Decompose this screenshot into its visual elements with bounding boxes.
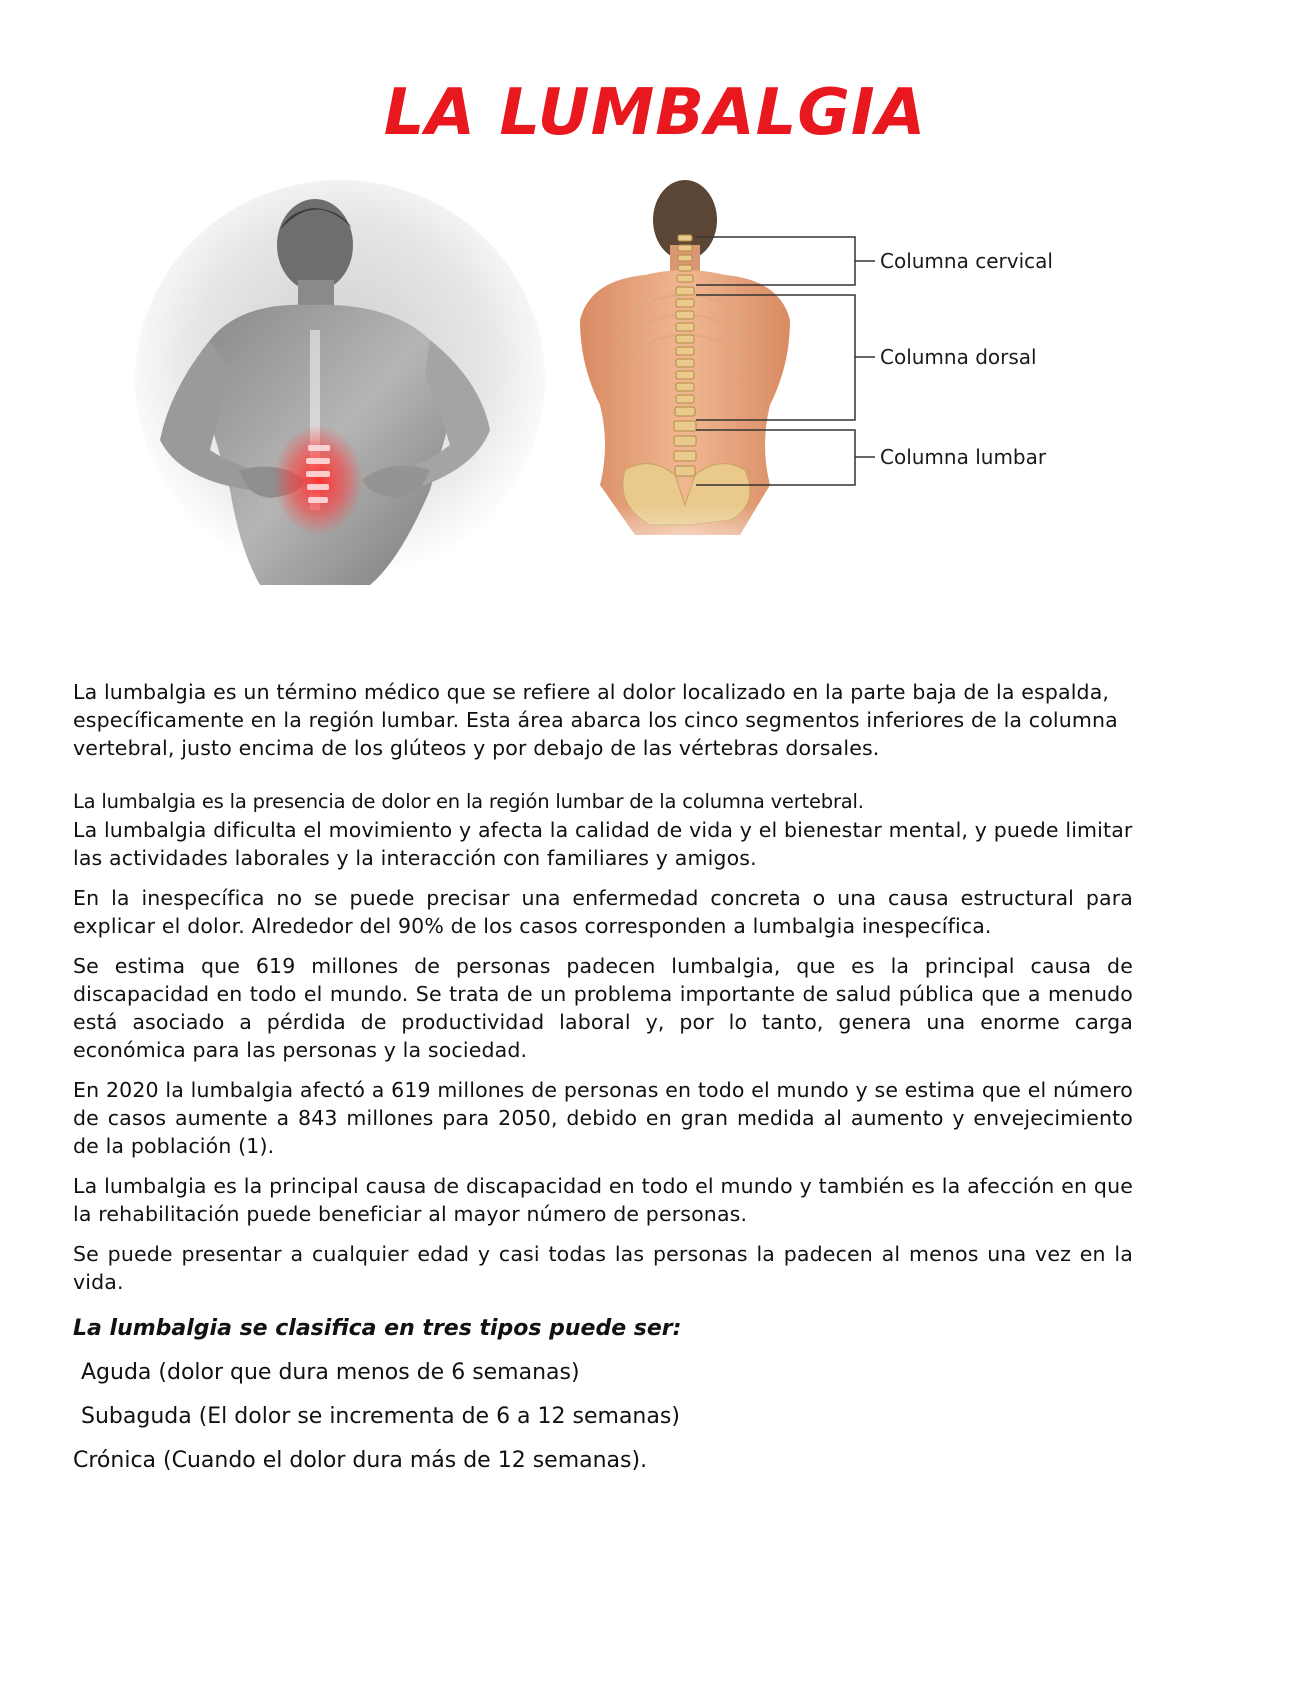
paragraph-nonspecific: En la inespecífica no se puede precisar una enfermedad concreta o una causa estructural para explicar el dolor. Alrededor del 90% de los casos corresponden a lumbalgia inespecífica.	[73, 886, 1133, 938]
type-subaguda: Subaguda (El dolor se incrementa de 6 a 12 semanas)	[81, 1404, 680, 1429]
spine-anatomy-figure	[570, 185, 1053, 585]
types-heading: La lumbalgia se clasifica en tres tipos puede ser:	[73, 1316, 682, 1341]
type-aguda: Aguda (dolor que dura menos de 6 semanas)	[81, 1360, 580, 1385]
paragraph-projection: En 2020 la lumbalgia afectó a 619 millones de personas en todo el mundo y se estima que el número de casos aumente a 843 millones para 2050, debido en gran medida al aumento y envejecimiento de la población (1).	[73, 1078, 1133, 1158]
paragraph-presence: La lumbalgia es la presencia de dolor en la región lumbar de la columna vertebral.	[73, 790, 864, 813]
label-columna-lumbar: Columna lumbar	[880, 445, 1047, 469]
paragraph-any-age: Se puede presentar a cualquier edad y casi todas las personas la padecen al menos una vez en la vida.	[73, 1242, 1133, 1294]
spine-anatomy-illustration	[570, 185, 1053, 585]
label-columna-cervical: Columna cervical	[880, 249, 1053, 273]
body-text	[73, 678, 1133, 1476]
paragraph-definition: La lumbalgia es un término médico que se refiere al dolor localizado en la parte baja de la espalda, específicamente en la región lumbar. Esta área abarca los cinco segmentos inferiores de la columna vertebral, justo encima de los glúteos y por debajo de las vértebras dorsales.	[73, 680, 1118, 760]
paragraph-global-burden: Se estima que 619 millones de personas padecen lumbalgia, que es la principal causa de discapacidad en todo el mundo. Se trata de un problema importante de salud pública que a menudo está asociado a pérdida de productividad laboral y, por lo tanto, genera una enorme carga económica para las personas y la sociedad.	[73, 954, 1133, 1062]
type-cronica: Crónica (Cuando el dolor dura más de 12 semanas).	[73, 1448, 648, 1473]
paragraph-impact: La lumbalgia dificulta el movimiento y afecta la calidad de vida y el bienestar mental, y puede limitar las actividades laborales y la interacción con familiares y amigos.	[73, 818, 1133, 870]
label-columna-dorsal: Columna dorsal	[880, 345, 1037, 369]
back-pain-illustration	[130, 190, 550, 590]
paragraph-rehabilitation: La lumbalgia es la principal causa de discapacidad en todo el mundo y también es la afección en que la rehabilitación puede beneficiar al mayor número de personas.	[73, 1174, 1133, 1226]
document-title: LA LUMBALGIA	[383, 76, 927, 150]
